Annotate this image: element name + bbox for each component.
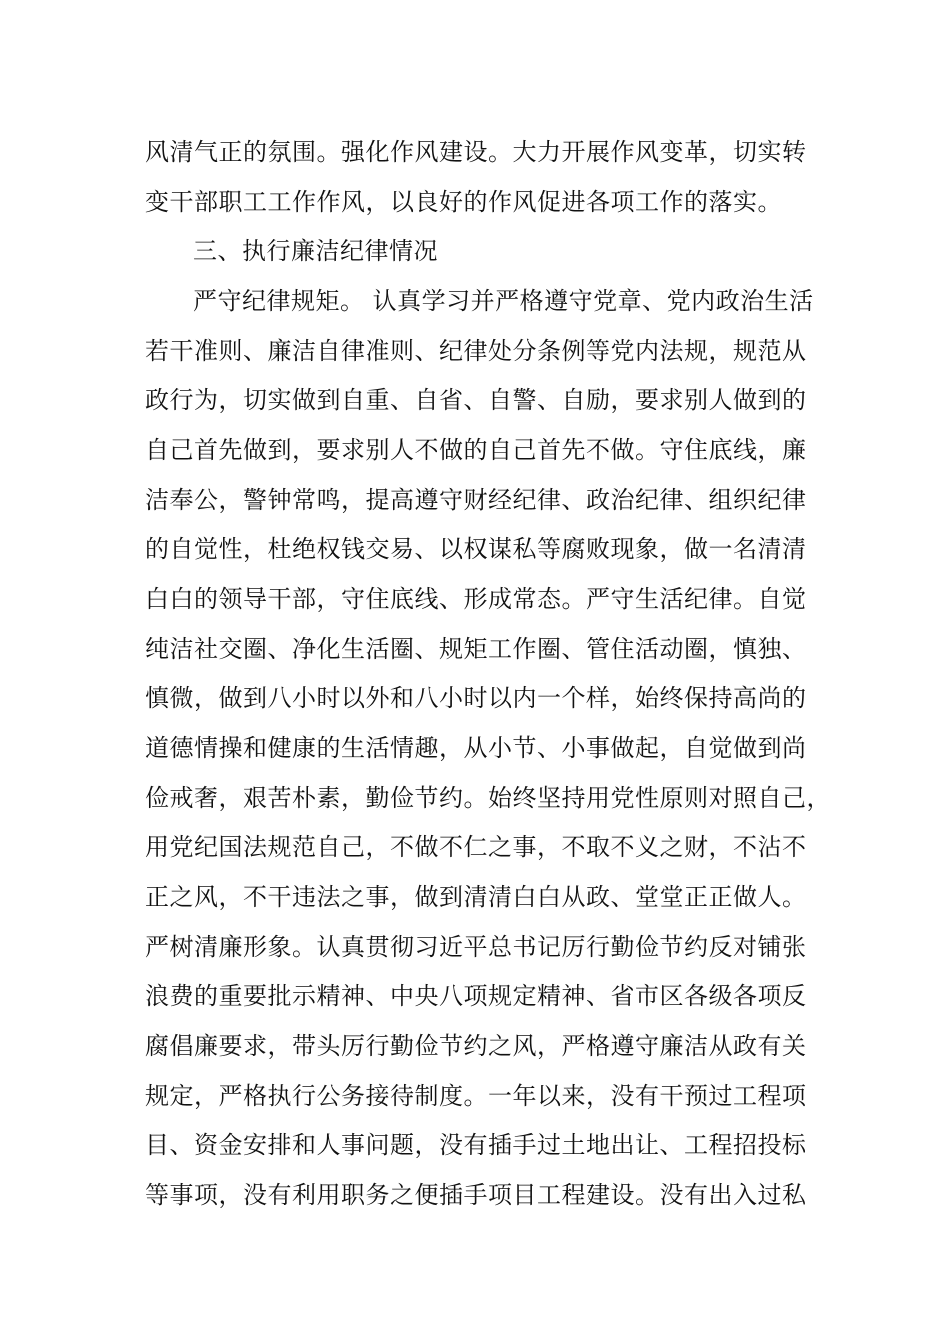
text-line: 腐倡廉要求，带头厉行勤俭节约之风，严格遵守廉洁从政有关 (145, 1032, 807, 1060)
text-line: 白白的领导干部，守住底线、形成常态。严守生活纪律。自觉 (145, 585, 807, 613)
text-line: 正之风，不干违法之事，做到清清白白从政、堂堂正正做人。 (145, 883, 807, 911)
paragraph-first-line: 严守纪律规矩。 认真学习并严格遵守党章、党内政治生活 (193, 287, 814, 315)
text-line: 自己首先做到，要求别人不做的自己首先不做。守住底线，廉 (145, 436, 807, 464)
text-line: 俭戒奢，艰苦朴素，勤俭节约。始终坚持用党性原则对照自己， (145, 784, 831, 812)
text-line: 洁奉公，警钟常鸣，提高遵守财经纪律、政治纪律、组织纪律 (145, 486, 807, 514)
text-line: 若干准则、廉洁自律准则、纪律处分条例等党内法规，规范从 (145, 337, 807, 365)
text-line: 严树清廉形象。认真贯彻习近平总书记厉行勤俭节约反对铺张 (145, 933, 807, 961)
text-line: 慎微，做到八小时以外和八小时以内一个样，始终保持高尚的 (145, 684, 807, 712)
text-line: 用党纪国法规范自己，不做不仁之事，不取不义之财，不沾不 (145, 833, 807, 861)
text-line: 变干部职工工作作风，以良好的作风促进各项工作的落实。 (145, 188, 782, 216)
text-line: 浪费的重要批示精神、中央八项规定精神、省市区各级各项反 (145, 982, 807, 1010)
text-line: 的自觉性，杜绝权钱交易、以权谋私等腐败现象，做一名清清 (145, 535, 807, 563)
text-line: 目、资金安排和人事问题，没有插手过土地出让、工程招投标 (145, 1131, 807, 1159)
text-line: 纯洁社交圈、净化生活圈、规矩工作圈、管住活动圈，慎独、 (145, 635, 807, 663)
text-line: 风清气正的氛围。强化作风建设。大力开展作风变革，切实转 (145, 138, 807, 166)
text-line: 道德情操和健康的生活情趣，从小节、小事做起，自觉做到尚 (145, 734, 807, 762)
text-line: 等事项，没有利用职务之便插手项目工程建设。没有出入过私 (145, 1181, 807, 1209)
text-line: 政行为，切实做到自重、自省、自警、自励，要求别人做到的 (145, 386, 807, 414)
text-line: 规定，严格执行公务接待制度。一年以来，没有干预过工程项 (145, 1082, 807, 1110)
section-heading: 三、执行廉洁纪律情况 (193, 237, 438, 265)
